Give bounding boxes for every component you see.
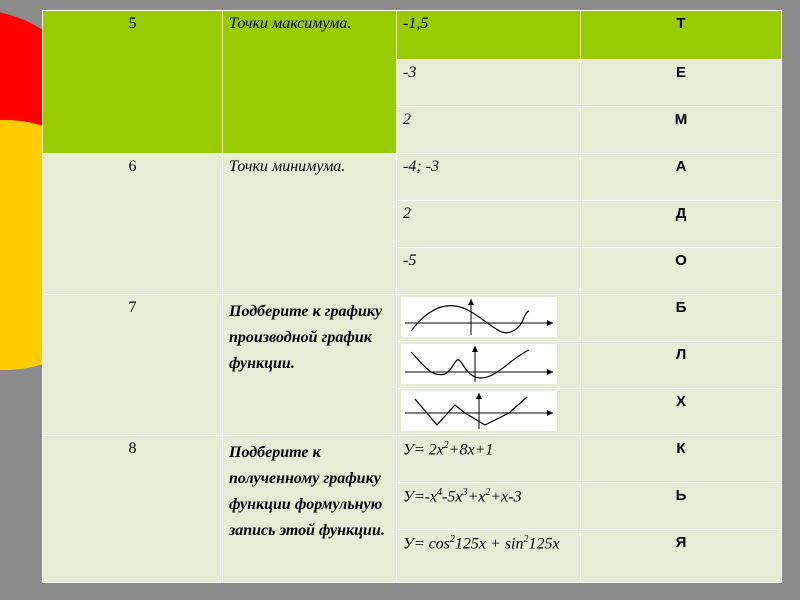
- answer-value: -1,5: [397, 11, 581, 60]
- formula-part: +х-3: [490, 488, 522, 506]
- graph-cell: [397, 295, 581, 342]
- table-row: [43, 11, 782, 60]
- task-number: 7: [43, 295, 223, 436]
- polyline-zigzag-graph: [401, 391, 557, 431]
- wave-with-cusp-graph: [401, 344, 557, 384]
- formula-cell: [397, 530, 581, 583]
- formula-cell: [397, 436, 581, 483]
- task-text: Точки минимума.: [223, 154, 397, 295]
- table-row: [43, 154, 782, 201]
- answer-letter: Е: [581, 60, 782, 107]
- answer-letter: Х: [581, 389, 782, 436]
- answer-letter: О: [581, 248, 782, 295]
- formula-part: +х: [467, 488, 486, 506]
- answer-letter: Т: [581, 11, 782, 60]
- task-number: 5: [43, 11, 223, 154]
- formula-part: 125х + sin: [454, 535, 524, 553]
- answer-value: -3: [397, 60, 581, 107]
- answer-letter: Б: [581, 295, 782, 342]
- answer-letter: Д: [581, 201, 782, 248]
- formula-part: У= 2х: [403, 441, 444, 459]
- answer-letter: А: [581, 154, 782, 201]
- answer-letter: Л: [581, 342, 782, 389]
- task-text: Точки максимума.: [223, 11, 397, 154]
- answer-value: -4; -3: [397, 154, 581, 201]
- task-table: [42, 10, 782, 583]
- formula-exponent: 2: [443, 440, 449, 451]
- formula-part: 125х: [528, 535, 560, 553]
- formula-cell: [397, 483, 581, 530]
- smooth-wave-graph: [401, 297, 557, 337]
- task-number: 8: [43, 436, 223, 583]
- task-number: 6: [43, 154, 223, 295]
- formula-exponent: 3: [462, 487, 468, 498]
- task-text: Подберите к полученному графику функции формульную запись этой функции.: [223, 436, 397, 583]
- formula-exponent: 2: [449, 534, 455, 545]
- formula-part: -5х: [442, 488, 463, 506]
- table-row: [43, 295, 782, 342]
- graph-cell: [397, 342, 581, 389]
- task-text: Подберите к графику производной график функции.: [223, 295, 397, 436]
- formula-part: +8х+1: [448, 441, 494, 459]
- answer-value: 2: [397, 107, 581, 154]
- answer-letter: К: [581, 436, 782, 483]
- answer-letter: Я: [581, 530, 782, 583]
- formula-part: У= cos: [403, 535, 450, 553]
- table-row: [43, 436, 782, 483]
- graph-cell: [397, 389, 581, 436]
- answer-letter: М: [581, 107, 782, 154]
- formula-exponent: 2: [523, 534, 529, 545]
- formula-part: У=-х: [403, 488, 437, 506]
- answer-letter: Ь: [581, 483, 782, 530]
- answer-value: -5: [397, 248, 581, 295]
- answer-value: 2: [397, 201, 581, 248]
- formula-exponent: 4: [437, 487, 442, 498]
- formula-exponent: 2: [485, 487, 491, 498]
